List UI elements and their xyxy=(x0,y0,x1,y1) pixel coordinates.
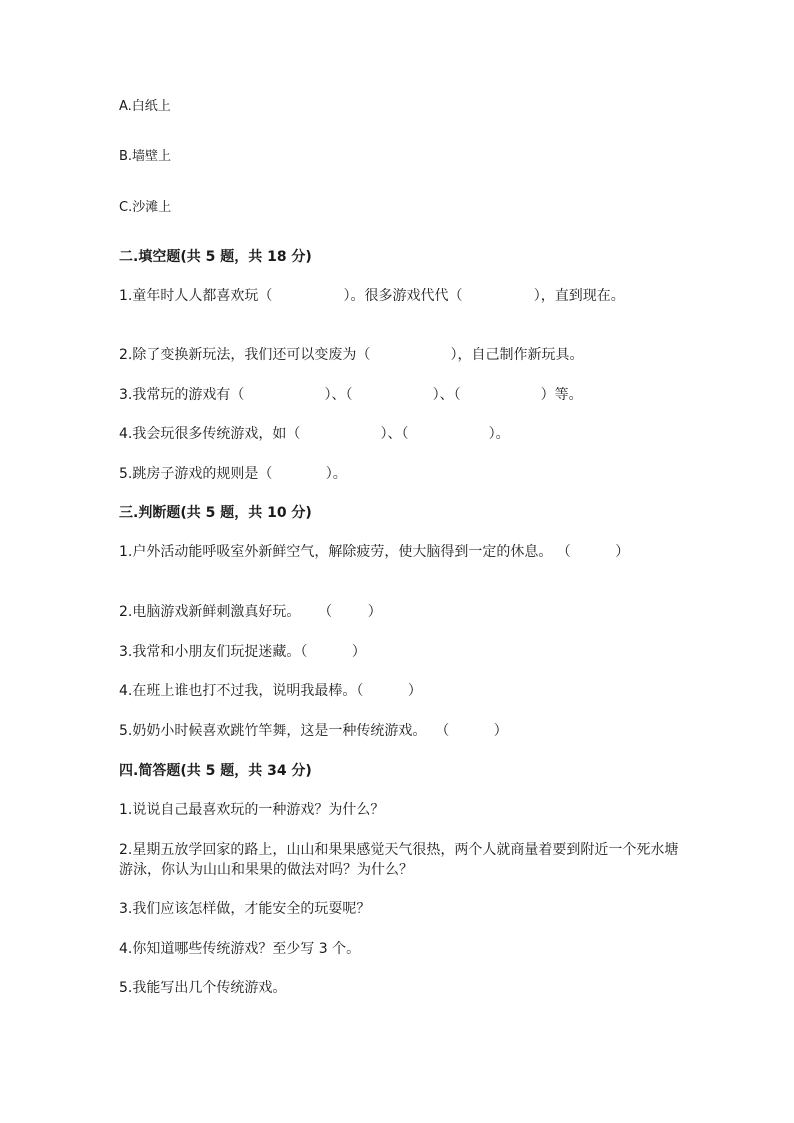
true-false-question-4: 4.在班上谁也打不过我，说明我最棒。（ ） xyxy=(119,683,422,699)
option-b: B.墙壁上 xyxy=(119,149,172,164)
fill-blank-question-1: 1.童年时人人都喜欢玩（ ）。很多游戏代代（ ），直到现在。 xyxy=(119,288,625,304)
true-false-question-1: 1.户外活动能呼吸室外新鲜空气，解除疲劳，使大脑得到一定的休息。 （ ） xyxy=(119,544,630,560)
option-c: C.沙滩上 xyxy=(119,200,172,215)
true-false-question-5: 5.奶奶小时候喜欢跳竹竿舞，这是一种传统游戏。 （ ） xyxy=(119,723,508,739)
short-answer-question-5: 5.我能写出几个传统游戏。 xyxy=(119,980,287,996)
fill-blank-question-3: 3.我常玩的游戏有（ ）、（ ）、（ ）等。 xyxy=(119,387,583,403)
short-answer-question-1: 1.说说自己最喜欢玩的一种游戏？为什么？ xyxy=(119,802,385,818)
option-a: A.白纸上 xyxy=(119,99,171,114)
short-answer-question-4: 4.你知道哪些传统游戏？至少写 3 个。 xyxy=(119,941,361,957)
true-false-question-3: 3.我常和小朋友们玩捉迷藏。（ ） xyxy=(119,644,366,660)
section-heading-fill-blank: 二.填空题(共 5 题，共 18 分) xyxy=(119,249,312,265)
fill-blank-question-5: 5.跳房子游戏的规则是（ ）。 xyxy=(119,466,347,482)
short-answer-question-3: 3.我们应该怎样做，才能安全的玩耍呢？ xyxy=(119,901,371,917)
fill-blank-question-2: 2.除了变换新玩法，我们还可以变废为（ ），自己制作新玩具。 xyxy=(119,347,584,363)
fill-blank-question-4: 4.我会玩很多传统游戏，如（ ）、（ ）。 xyxy=(119,426,510,442)
short-answer-question-2: 2.星期五放学回家的路上，山山和果果感觉天气很热，两个人就商量着要到附近一个死水塘游泳，你认为山山和果果的做法对吗？为什么？ xyxy=(119,842,679,878)
true-false-question-2: 2.电脑游戏新鲜刺激真好玩。 （ ） xyxy=(119,604,382,620)
section-heading-short-answer: 四.简答题(共 5 题，共 34 分) xyxy=(119,763,312,779)
section-heading-true-false: 三.判断题(共 5 题，共 10 分) xyxy=(119,505,312,521)
